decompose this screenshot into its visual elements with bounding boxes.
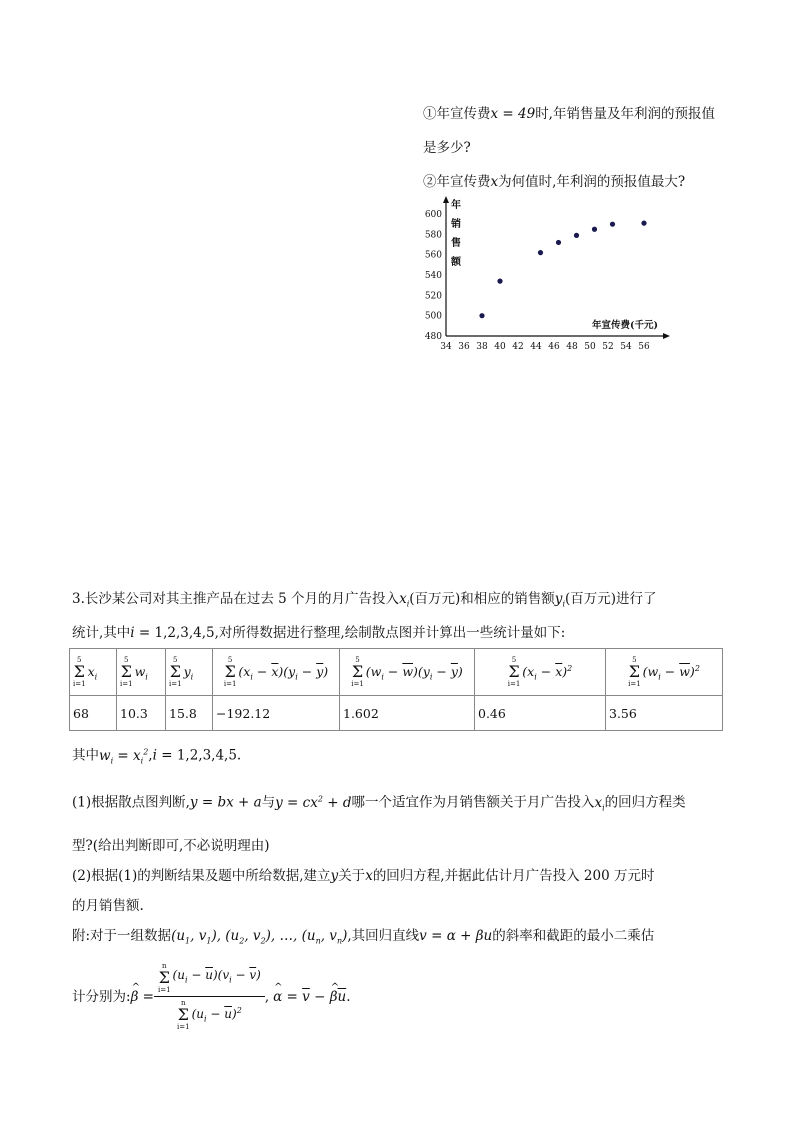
scatter-chart [418, 196, 688, 358]
y-axis-arrow [443, 196, 449, 203]
y-axis-label-char: 销 [451, 219, 461, 230]
appendix-line2: 计分别为: ^ β = n Σ i=1 $(u_i - \overline{u})(v_i - \overline{v})$ n Σ i=1 $(u_i - \overline{u})^2$ , ^ $\alpha = \overline{v}$ − ^ $\beta\overline{u}$ . [72, 962, 732, 1031]
header-sum-xy: 5 Σ i=1 $(x_i - \overline{x})(y_i - \overline{y})$ [213, 649, 340, 696]
x-tick-label: 50 [584, 342, 596, 352]
value-sum-xy: −192.12 [213, 696, 340, 731]
data-point [538, 250, 543, 255]
x-tick-label: 34 [440, 342, 452, 352]
statistics-table [69, 648, 723, 731]
data-point [610, 222, 615, 227]
part-1-cont: 型?(给出判断即可,不必说明理由) [72, 838, 270, 855]
x-tick-label: 42 [512, 342, 524, 352]
data-point [479, 313, 484, 318]
question-1-cont: 是多少? [423, 140, 471, 156]
problem2-questions [423, 102, 763, 204]
y-axis-label-char: 年 [451, 200, 461, 211]
appendix-line1: 附:对于一组数据($u_1$, $v_1$), ($u_2$, $v_2$), …, ($u_n$, $v_n$),其回归直线v = α + βu的斜率和截距的最小二乘估 [72, 928, 655, 947]
data-point [497, 279, 502, 284]
part-1: (1)根据散点图判断,y = bx + a与$y = cx^2 + d$哪一个适宜作为月销售额关于月广告投入$x_i$的回归方程类 [72, 794, 686, 813]
x-tick-label: 44 [530, 342, 542, 352]
y-tick-label: 600 [424, 210, 442, 220]
y-axis-label-char: 售 [451, 238, 461, 249]
question-1: ①年宣传费x = 49时,年销售量及年利润的预报值 [423, 106, 715, 122]
data-point [574, 233, 579, 238]
value-sum-x: 68 [70, 696, 117, 731]
header-sum-y: 5 Σ i=1 $y_i$ [166, 649, 213, 696]
value-sum-y: 15.8 [166, 696, 213, 731]
y-tick-label: 520 [424, 291, 442, 302]
x-axis-arrow [663, 333, 670, 339]
question-2: ②年宣传费x为何值时,年利润的预报值最大? [423, 174, 686, 190]
value-sum-xx: 0.46 [475, 696, 606, 731]
y-tick-label: 540 [424, 271, 442, 281]
part-2-cont: 的月销售额. [72, 898, 144, 915]
x-tick-label: 52 [602, 342, 614, 352]
x-axis-label: 年宣传费(千元) [592, 320, 658, 331]
value-sum-w: 10.3 [117, 696, 166, 731]
x-tick-label: 54 [620, 342, 632, 352]
value-sum-wy: 1.602 [340, 696, 475, 731]
header-sum-w: 5 Σ i=1 $w_i$ [117, 649, 166, 696]
y-tick-label: 480 [424, 332, 442, 342]
part-2: (2)根据(1)的判断结果及题中所给数据,建立y关于x的回归方程,并据此估计月广告投入 200 万元时 [72, 868, 655, 885]
problem3-intro [72, 585, 724, 648]
scatter-chart-svg [418, 196, 688, 358]
where-line: 其中$w_i = x_i^2,i = 1,2,3,4,5$. [72, 747, 242, 766]
beta-formula: n Σ i=1 $(u_i - \overline{u})(v_i - \overline{v})$ n Σ i=1 $(u_i - \overline{u})^2$ [154, 962, 265, 1031]
header-sum-wy: 5 Σ i=1 $(w_i - \overline{w})(y_i - \overline{y})$ [340, 649, 475, 696]
header-sum-ww: 5 Σ i=1 $(w_i - \overline{w})^2$ [606, 649, 723, 696]
x-tick-label: 48 [566, 342, 578, 352]
x-tick-label: 36 [458, 342, 470, 352]
y-tick-label: 560 [424, 250, 442, 261]
data-point [592, 227, 597, 232]
table-row [70, 696, 723, 731]
x-tick-label: 38 [476, 342, 488, 352]
y-axis-label-char: 额 [451, 257, 461, 268]
header-sum-x: 5 Σ i=1 $x_i$ [70, 649, 117, 696]
x-tick-label: 56 [638, 342, 650, 352]
data-point [556, 240, 561, 245]
table-header-row [70, 649, 723, 696]
x-tick-label: 40 [494, 342, 506, 352]
y-tick-label: 580 [424, 230, 442, 241]
problem3-line1: 3.长沙某公司对其主推产品在过去 5 个月的月广告投入$x_i$(百万元)和相应的销售额$y_i$(百万元)进行了 [72, 591, 657, 609]
y-tick-label: 500 [424, 311, 442, 322]
problem3-line2: 统计,其中i = 1,2,3,4,5,对所得数据进行整理,绘制散点图并计算出一些统计量如下: [72, 624, 566, 641]
x-tick-label: 46 [548, 342, 560, 352]
value-sum-ww: 3.56 [606, 696, 723, 731]
data-point [641, 221, 646, 226]
header-sum-xx: 5 Σ i=1 $(x_i - \overline{x})^2$ [475, 649, 606, 696]
problem3-parts [72, 740, 732, 1031]
x-equals-49: x = 49 [490, 106, 536, 122]
